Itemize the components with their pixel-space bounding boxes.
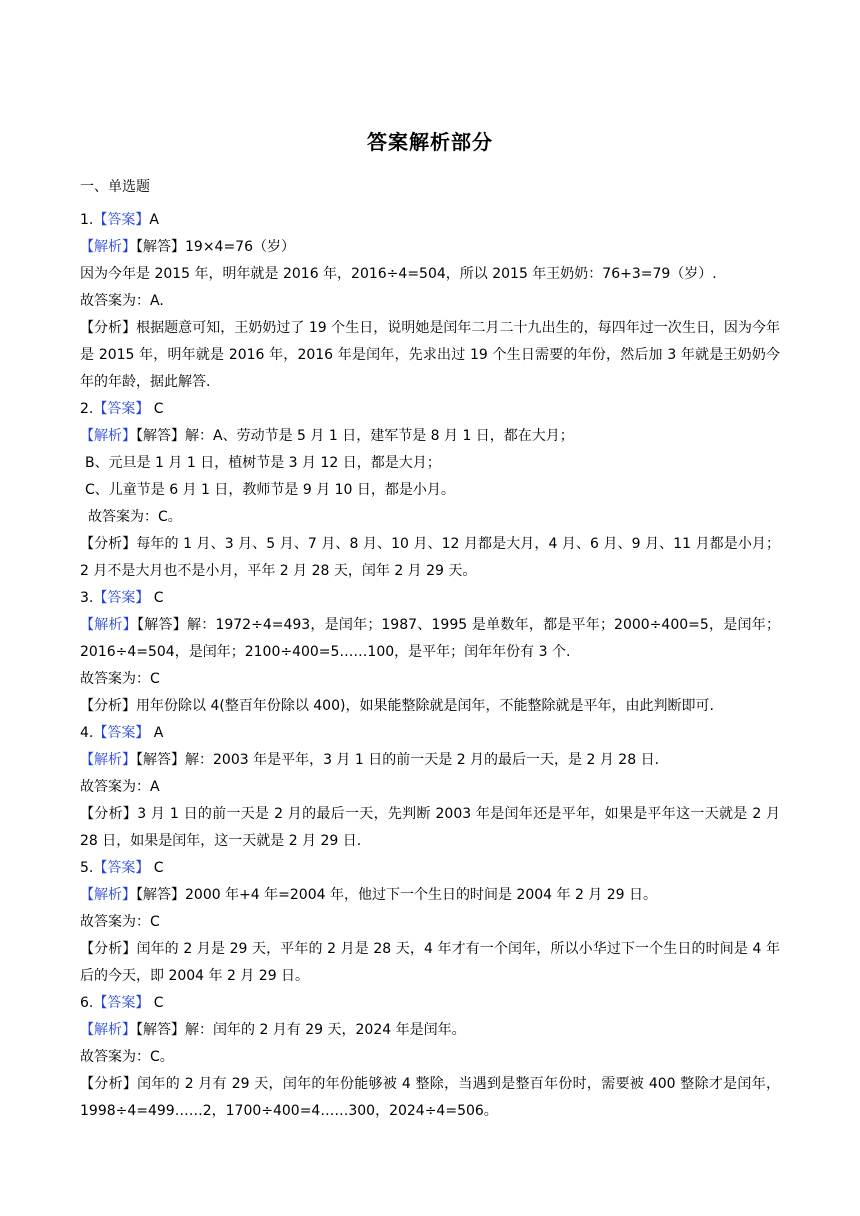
explain-tag: 【解析】	[80, 752, 136, 768]
answer-tag: 【答案】	[93, 995, 150, 1011]
explanation-line-5	[80, 882, 780, 909]
answer-line-6	[80, 990, 780, 1017]
explanation-line-4	[80, 747, 780, 774]
solution-text: 【解答】19×4=76（岁）	[136, 239, 295, 255]
solution-text: 【解答】解：A、劳动节是 5 月 1 日，建军节是 8 月 1 日，都在大月；	[136, 428, 574, 444]
section-heading: 一、单选题	[80, 179, 150, 195]
answer-value: C	[149, 590, 164, 606]
answer-value: C	[149, 995, 164, 1011]
solution-conclusion: 故答案为：A.	[80, 293, 164, 309]
analysis-paragraph: 【分析】根据题意可知，王奶奶过了 19 个生日，说明她是闰年二月二十九出生的，每四年过一次生日，因为今年是 2015 年，明年就是 2016 年，2016 年是闰年，先求出过 19 个生日需要的年份，然后加 3 年就是王奶奶今年的年龄，据此解答.	[80, 320, 780, 390]
answer-line-4	[80, 720, 780, 747]
answer-tag: 【答案】	[93, 725, 150, 741]
solution-conclusion: 故答案为：C。	[88, 509, 182, 525]
explain-tag: 【解析】	[80, 239, 136, 255]
analysis-paragraph: 【分析】闰年的 2 月是 29 天，平年的 2 月是 28 天，4 年才有一个闰年，所以小华过下一个生日的时间是 4 年后的今天，即 2004 年 2 月 29 日。	[80, 941, 780, 984]
answer-value: C	[149, 860, 164, 876]
answer-tag: 【答案】	[93, 860, 150, 876]
explain-tag: 【解析】	[80, 428, 136, 444]
answer-line-1	[80, 207, 780, 234]
explain-tag: 【解析】	[80, 1022, 136, 1038]
answer-value: A	[149, 725, 164, 741]
answer-value: A	[149, 212, 159, 228]
question-number: 5.	[80, 860, 94, 876]
explanation-line-3	[80, 612, 780, 666]
question-number: 6.	[80, 995, 94, 1011]
explanation-line-1	[80, 234, 780, 261]
answer-line-2	[80, 396, 780, 423]
analysis-paragraph: 【分析】闰年的 2 月有 29 天，闰年的年份能够被 4 整除，当遇到是整百年份时，需要被 400 整除才是闰年，1998÷4=499……2，1700÷400=4……300，2024÷4=506。	[80, 1076, 780, 1119]
answer-value: C	[149, 401, 164, 417]
solution-text: 【解答】解：2003 年是平年，3 月 1 日的前一天是 2 月的最后一天，是 2 月 28 日.	[136, 752, 660, 768]
answer-line-3	[80, 585, 780, 612]
solution-conclusion: 故答案为：C	[80, 914, 160, 930]
solution-continuation: C、儿童节是 6 月 1 日，教师节是 9 月 10 日，都是小月。	[85, 482, 455, 498]
solution-text: 【解答】解：闰年的 2 月有 29 天，2024 年是闰年。	[136, 1022, 466, 1038]
explain-tag: 【解析】	[80, 617, 137, 633]
solution-conclusion: 故答案为：C	[80, 671, 160, 687]
solution-text: 【解答】2000 年+4 年=2004 年，他过下一个生日的时间是 2004 年 2 月 29 日。	[136, 887, 658, 903]
explanation-line-6	[80, 1017, 780, 1044]
solution-continuation: 因为今年是 2015 年，明年就是 2016 年，2016÷4=504，所以 2015 年王奶奶：76+3=79（岁）.	[80, 266, 717, 282]
solution-conclusion: 故答案为：C。	[80, 1049, 174, 1065]
answer-content	[80, 207, 780, 1125]
solution-continuation: B、元旦是 1 月 1 日，植树节是 3 月 12 日，都是大月；	[85, 455, 441, 471]
analysis-paragraph: 【分析】用年份除以 4(整百年份除以 400)，如果能整除就是闰年，不能整除就是平年，由此判断即可.	[80, 698, 714, 714]
question-number: 1.	[80, 212, 94, 228]
analysis-paragraph: 【分析】3 月 1 日的前一天是 2 月的最后一天，先判断 2003 年是闰年还是平年，如果是平年这一天就是 2 月 28 日，如果是闰年，这一天就是 2 月 29 日.	[80, 806, 780, 849]
solution-text: 【解答】解：1972÷4=493，是闰年；1987、1995 是单数年，都是平年；2000÷400=5，是闰年；2016÷4=504，是闰年；2100÷400=5……100，是平年；闰年年份有 3 个.	[80, 617, 780, 660]
answer-tag: 【答案】	[93, 212, 150, 228]
answer-tag: 【答案】	[93, 401, 150, 417]
question-number: 3.	[80, 590, 94, 606]
analysis-paragraph: 【分析】每年的 1 月、3 月、5 月、7 月、8 月、10 月、12 月都是大月，4 月、6 月、9 月、11 月都是小月；2 月不是大月也不是小月，平年 2 月 28 天，闰年 2 月 29 天。	[80, 536, 780, 579]
explanation-line-2	[80, 423, 780, 450]
question-number: 2.	[80, 401, 94, 417]
solution-conclusion: 故答案为：A	[80, 779, 160, 795]
question-number: 4.	[80, 725, 94, 741]
page-title: 答案解析部分	[367, 130, 493, 154]
answer-line-5	[80, 855, 780, 882]
answer-tag: 【答案】	[93, 590, 150, 606]
explain-tag: 【解析】	[80, 887, 136, 903]
